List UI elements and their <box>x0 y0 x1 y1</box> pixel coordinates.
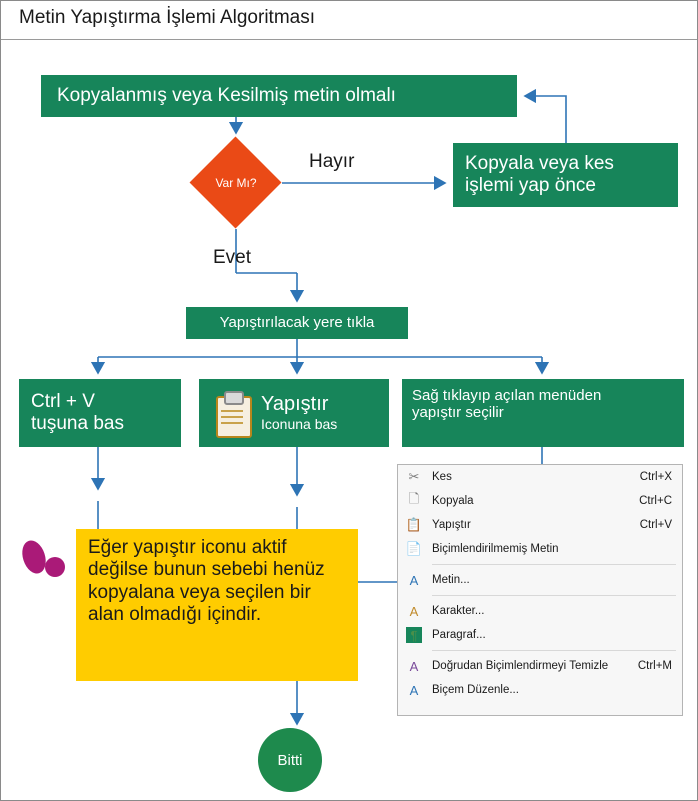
menu-separator-1 <box>432 564 676 565</box>
node-decision <box>190 137 282 229</box>
node-copy-first <box>453 143 678 207</box>
edge-label-no: Hayır <box>309 151 355 172</box>
menu-item-clear-formatting[interactable] <box>398 654 682 678</box>
paragraph-icon: ¶ <box>406 627 422 643</box>
edit-style-icon: A <box>409 682 419 698</box>
menu-item-cut[interactable] <box>398 465 682 489</box>
menu-item-paste-unformatted[interactable] <box>398 537 682 561</box>
menu-separator-2 <box>432 595 676 596</box>
menu-item-character-label: Karakter... <box>432 605 485 617</box>
node-paste-icon-button <box>199 379 389 447</box>
clear-formatting-icon: A <box>409 658 419 674</box>
menu-item-text-label: Metin... <box>432 574 470 586</box>
menu-item-edit-style-label: Biçem Düzenle... <box>432 684 519 696</box>
paste-formatted-icon: 📄 <box>405 541 423 556</box>
menu-item-clear-formatting-label: Doğrudan Biçimlendirmeyi Temizle <box>432 660 609 672</box>
menu-item-paste-label: Yapıştır <box>432 519 471 531</box>
menu-item-cut-label: Kes <box>432 471 452 483</box>
note-callout <box>76 529 358 681</box>
node-right-click-line2: yapıştır seçilir <box>412 404 504 422</box>
node-paste-icon-line1: Yapıştır <box>261 393 329 416</box>
menu-item-text[interactable] <box>398 568 682 592</box>
character-icon: A <box>409 603 419 619</box>
node-ctrl-v <box>19 379 181 447</box>
menu-item-paste-unformatted-label: Biçimlendirilmemiş Metin <box>432 543 559 555</box>
node-decision-label: Var Mı? <box>215 176 257 190</box>
node-ctrl-v-line1: Ctrl + V <box>31 391 95 413</box>
context-menu[interactable] <box>397 464 683 716</box>
menu-item-paste[interactable] <box>398 513 682 537</box>
node-right-click-line1: Sağ tıklayıp açılan menüden <box>412 387 602 404</box>
menu-item-copy-label: Kopyala <box>432 495 474 507</box>
paste-icon: 📋 <box>405 517 423 532</box>
decorative-blob-small-icon <box>45 557 65 577</box>
menu-separator-3 <box>432 650 676 651</box>
menu-item-character[interactable] <box>398 599 682 623</box>
node-click-target <box>186 307 408 339</box>
menu-item-copy[interactable] <box>398 489 682 513</box>
menu-item-edit-style[interactable] <box>398 678 682 702</box>
node-end-label: Bitti <box>277 751 303 769</box>
menu-item-paragraph-label: Paragraf... <box>432 629 486 641</box>
clipboard-lines-icon <box>221 410 243 428</box>
page-title: Metin Yapıştırma İşlemi Algoritması <box>19 7 316 28</box>
menu-item-clear-formatting-shortcut: Ctrl+M <box>637 660 672 672</box>
node-start <box>41 75 517 117</box>
menu-item-paste-shortcut: Ctrl+V <box>639 519 672 531</box>
clipboard-clip-icon <box>224 391 244 405</box>
menu-item-cut-shortcut: Ctrl+X <box>639 471 672 483</box>
node-right-click <box>402 379 684 447</box>
node-paste-icon-line2: Iconuna bas <box>261 416 338 433</box>
node-copy-first-line2: işlemi yap önce <box>465 175 596 196</box>
node-click-target-label: Yapıştırılacak yere tıkla <box>219 314 375 332</box>
copy-icon: 🗋 <box>408 491 420 506</box>
menu-item-copy-shortcut: Ctrl+C <box>639 495 672 507</box>
menu-item-paragraph[interactable] <box>398 623 682 647</box>
node-start-label: Kopyalanmış veya Kesilmiş metin olmalı <box>57 85 396 107</box>
title-divider <box>1 39 697 40</box>
note-text: Eğer yapıştır iconu aktif değilse bunun sebebi henüz kopyalana veya seçilen bir alan olmadığı içindir. <box>88 537 325 626</box>
clipboard-icon <box>209 390 255 436</box>
scissors-icon: ✂ <box>408 469 420 484</box>
node-copy-first-line1: Kopyala veya kes <box>465 153 614 175</box>
edge-label-yes: Evet <box>213 247 252 268</box>
node-end <box>258 728 322 792</box>
font-icon: A <box>409 572 419 588</box>
node-ctrl-v-line2: tuşuna bas <box>31 413 124 434</box>
